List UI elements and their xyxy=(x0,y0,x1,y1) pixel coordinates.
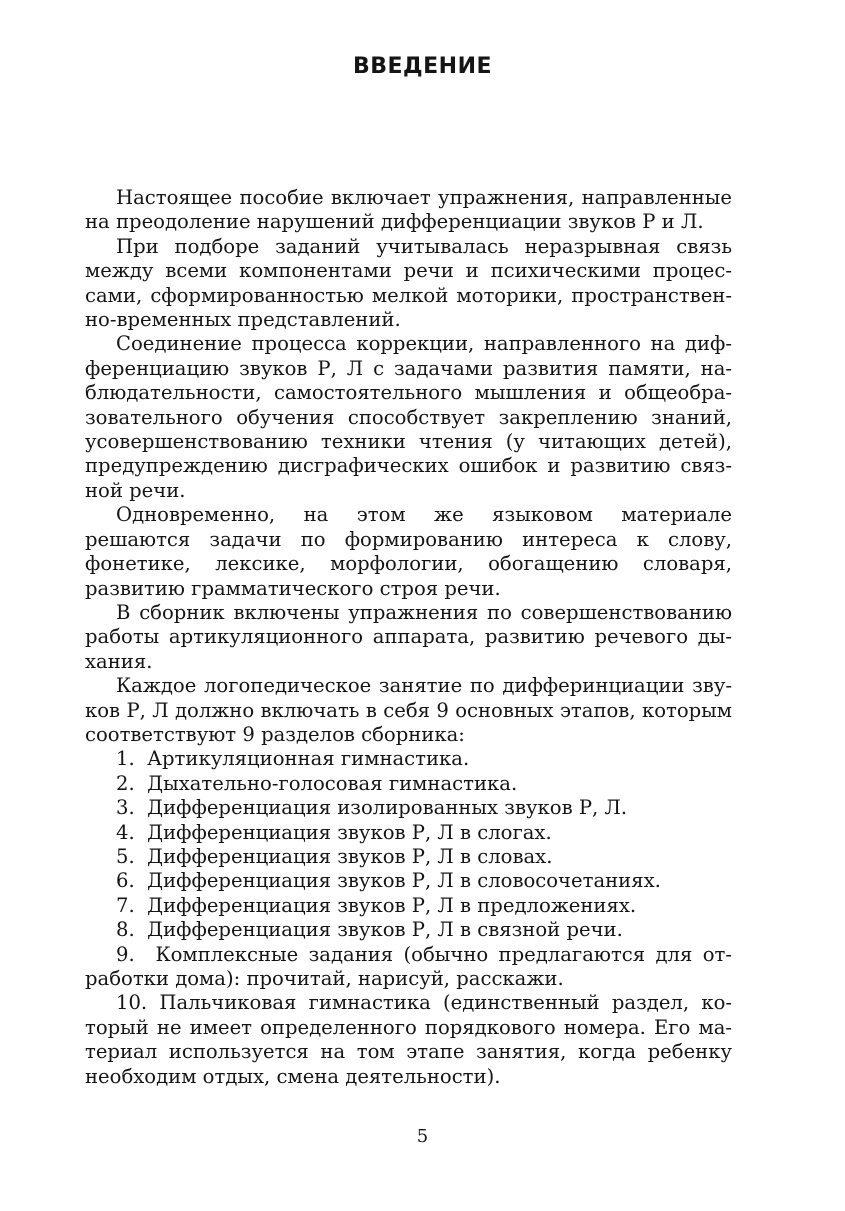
list-item-text: Дифференциация изолированных звуков Р, Л. xyxy=(147,796,628,820)
paragraph: Одновременно, на этом же языковом материале решаются задачи по формированию интереса к слову, фонетике, лексике, морфологии, обогащению словаря, развитию грамматического строя речи. xyxy=(85,503,732,600)
paragraph: Каждое логопедическое занятие по дифферинциации звуков Р, Л должно включать в себя 9 основных этапов, которым соответствуют 9 разделов сборника: xyxy=(85,674,732,746)
list-item xyxy=(85,991,732,1089)
list-item-text: Дыхательно-голосовая гимнастика. xyxy=(147,771,518,795)
paragraph: В сборник включены упражнения по совершенствованию работы артикуляционного аппарата, развитию речевого дыхания. xyxy=(85,600,732,673)
list-item xyxy=(85,943,732,992)
list-item-number: 8. xyxy=(116,918,135,942)
paragraph: Настоящее пособие включает упражнения, направленные на преодоление нарушений дифференциации звуков Р и Л. xyxy=(85,186,732,234)
list-item-text: Комплексные задания (обычно предлагаются для отработки дома): прочитай, нарисуй, расскажи. xyxy=(85,942,732,990)
page-number: 5 xyxy=(416,1126,429,1147)
list-item xyxy=(85,747,732,771)
list-item xyxy=(85,796,732,820)
section-heading: ВВЕДЕНИЕ xyxy=(352,54,493,79)
list-item-text: Дифференциация звуков Р, Л в словосочетаниях. xyxy=(147,869,661,893)
list-item-number: 1. xyxy=(116,747,135,771)
list-item-number: 6. xyxy=(116,869,135,893)
list-item-number: 9. xyxy=(116,942,135,966)
list-item-text: Дифференциация звуков Р, Л в слогах. xyxy=(147,820,552,844)
list-item xyxy=(85,821,732,845)
list-item-text: Дифференциация звуков Р, Л в предложениях. xyxy=(147,893,637,917)
list-item-number: 3. xyxy=(116,796,135,820)
list-item xyxy=(85,772,732,796)
list-item-number: 7. xyxy=(116,893,135,917)
list-item-text: Пальчиковая гимнастика (единственный раздел, который не имеет определенного порядкового номера. Его материал используется на том этапе занятия, когда ребенку необходим отдых, смена деятельности). xyxy=(85,991,732,1088)
paragraph: Соединение процесса коррекции, направленного на дифференциацию звуков Р, Л с задачами развития памяти, наблюдательности, самостоятельного мышления и общеобразовательного обучения способствует закреплению знаний, усовершенствованию техники чтения (у читающих детей), предупреждению дисграфических ошибок и развитию связной речи. xyxy=(85,332,732,502)
list-item xyxy=(85,918,732,942)
list-item xyxy=(85,845,732,869)
list-item-text: Артикуляционная гимнастика. xyxy=(147,747,470,771)
list-item xyxy=(85,869,732,893)
list-item-number: 5. xyxy=(116,844,135,868)
sections-list xyxy=(85,747,732,1089)
list-item-text: Дифференциация звуков Р, Л в словах. xyxy=(147,844,553,868)
list-item-number: 2. xyxy=(116,771,135,795)
paragraph: При подборе заданий учитывалась неразрывная связь между всеми компонентами речи и психическими процессами, сформированностью мелкой моторики, пространственно-временных представлений. xyxy=(85,234,732,332)
list-item-text: Дифференциация звуков Р, Л в связной речи. xyxy=(147,918,623,942)
list-item-number: 10. xyxy=(116,991,148,1015)
list-item-number: 4. xyxy=(116,820,135,844)
list-item xyxy=(85,894,732,918)
body-text xyxy=(85,186,732,1089)
